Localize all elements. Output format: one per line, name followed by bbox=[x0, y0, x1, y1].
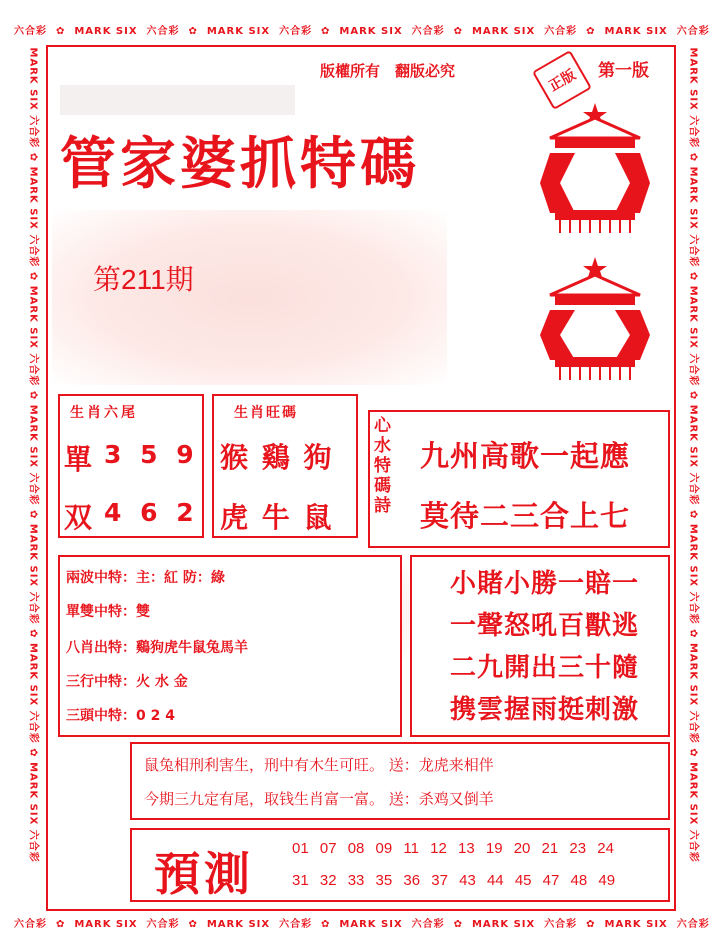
prediction-numbers-row1: 01 07 08 09 11 12 13 19 20 21 23 24 bbox=[292, 840, 614, 857]
element-special: 三行中特：火 水 金 bbox=[66, 674, 188, 690]
notes-box bbox=[130, 742, 670, 820]
head-special: 三頭中特：0 2 4 bbox=[66, 708, 175, 724]
redacted-area bbox=[60, 85, 295, 115]
edition-label: 第一版 bbox=[598, 61, 649, 81]
zodiac-tail-box bbox=[58, 394, 204, 538]
prediction-box bbox=[130, 828, 670, 902]
verse-line-3: 二九開出三十隨 bbox=[450, 653, 640, 683]
poem-line-2: 莫待二三合上七 bbox=[420, 499, 631, 533]
poem-line-1: 九州高歌一起應 bbox=[420, 439, 631, 473]
wave-special: 兩波中特：主：紅 防：綠 bbox=[66, 570, 225, 586]
lantern-icon bbox=[535, 98, 665, 238]
issue-number: 第211期 bbox=[93, 264, 194, 295]
copyright-text: 版權所有 翻版必究 bbox=[320, 62, 456, 80]
zodiac-hot-heading: 生肖旺碼 bbox=[234, 405, 298, 421]
left-border-strip: MARK SIX 六合彩 ✿ MARK SIX 六合彩 ✿ MARK SIX 六合彩 ✿ MARK SIX 六合彩 ✿ MARK SIX 六合彩 ✿ MARK SIX 六合彩 ✿ MARK SIX 六合彩 bbox=[27, 47, 39, 863]
bottom-border-strip: 六合彩 ✿ MARK SIX 六合彩 ✿ MARK SIX 六合彩 ✿ MARK SIX 六合彩 ✿ MARK SIX 六合彩 ✿ MARK SIX 六合彩 bbox=[14, 919, 710, 930]
top-border-strip: 六合彩 ✿ MARK SIX 六合彩 ✿ MARK SIX 六合彩 ✿ MARK SIX 六合彩 ✿ MARK SIX 六合彩 ✿ MARK SIX 六合彩 bbox=[14, 26, 710, 37]
prediction-numbers-row2: 31 32 33 35 36 37 43 44 45 47 48 49 bbox=[292, 872, 616, 889]
single-label: 單 bbox=[64, 443, 93, 476]
authentic-stamp: 正版 bbox=[532, 50, 592, 110]
verse-line-1: 小賭小勝一賠一 bbox=[450, 569, 640, 599]
poem-label: 心水特碼詩 bbox=[374, 416, 391, 516]
eight-zodiac-special: 八肖出特：鷄狗虎牛鼠兔馬羊 bbox=[66, 640, 248, 656]
zodiac-tail-heading: 生肖六尾 bbox=[70, 405, 138, 421]
page-title: 管家婆抓特碼 bbox=[60, 131, 420, 197]
prediction-label: 預測 bbox=[154, 847, 254, 901]
zodiac-hot-box bbox=[212, 394, 358, 538]
right-border-strip: MARK SIX 六合彩 ✿ MARK SIX 六合彩 ✿ MARK SIX 六合彩 ✿ MARK SIX 六合彩 ✿ MARK SIX 六合彩 ✿ MARK SIX 六合彩 ✿ MARK SIX 六合彩 bbox=[687, 47, 699, 863]
verse-line-4: 携雲握雨挺刺激 bbox=[450, 695, 640, 725]
note-line-2: 今期三九定有尾，取钱生肖富一富。 送：杀鸡又倒羊 bbox=[144, 790, 494, 808]
verse-line-2: 一聲怒吼百獸逃 bbox=[450, 611, 640, 641]
odd-even-special: 單雙中特：雙 bbox=[66, 604, 150, 620]
zodiac-hot-row1: 猴 鷄 狗 bbox=[220, 441, 332, 474]
double-label: 双 bbox=[64, 501, 93, 534]
lantern-icon bbox=[535, 255, 665, 395]
poem-box bbox=[368, 410, 670, 548]
single-numbers: 3 5 9 bbox=[104, 440, 194, 469]
zodiac-hot-row2: 虎 牛 鼠 bbox=[220, 501, 332, 534]
specials-box bbox=[58, 555, 402, 737]
double-numbers: 4 6 2 bbox=[104, 498, 194, 527]
verse-box bbox=[410, 555, 670, 737]
note-line-1: 鼠兔相刑利害生，刑中有木生可旺。 送：龙虎来相伴 bbox=[144, 756, 494, 774]
